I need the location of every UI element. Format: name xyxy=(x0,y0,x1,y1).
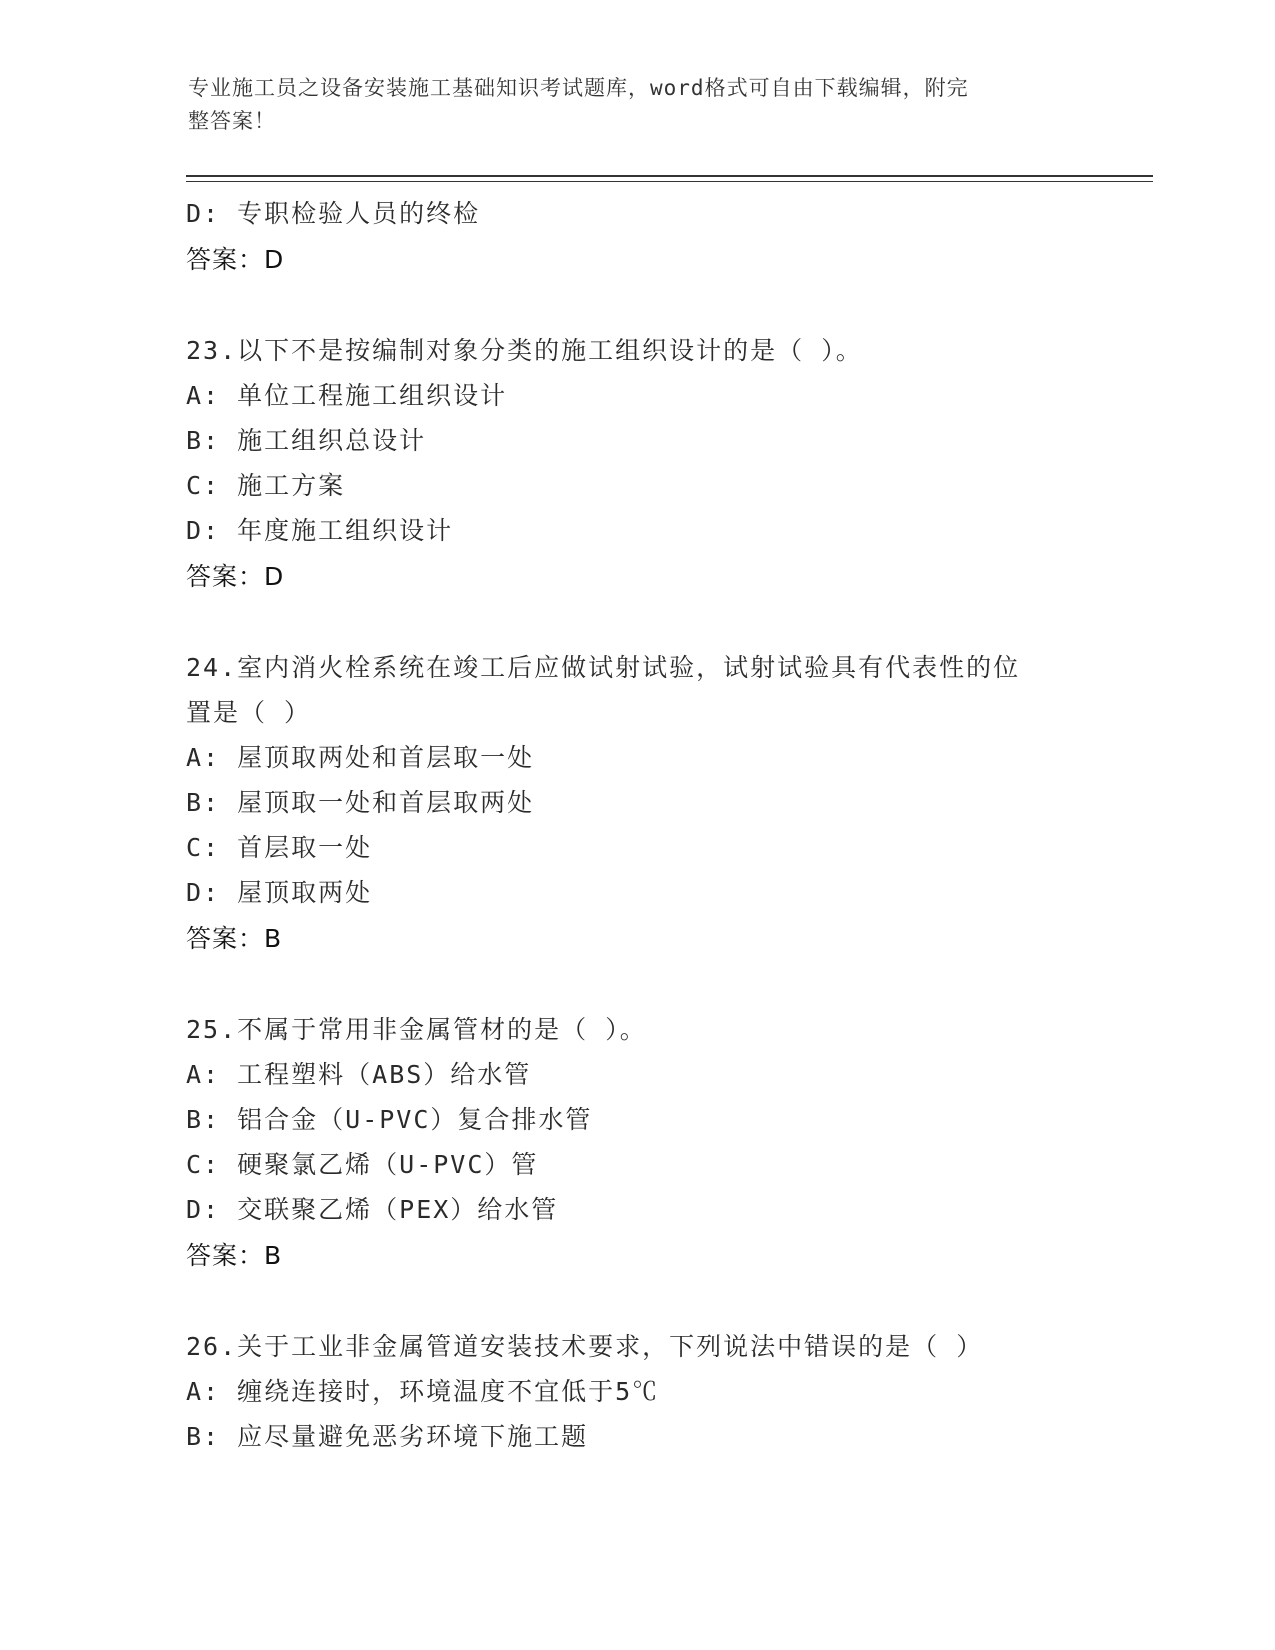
option-b: B: 铝合金（U-PVC）复合排水管 xyxy=(186,1105,593,1134)
spacer xyxy=(186,962,1086,1007)
answer: 答案：B xyxy=(186,1241,283,1270)
option-d: D: 屋顶取两处 xyxy=(186,878,373,907)
option-d: D: 专职检验人员的终检 xyxy=(186,199,481,228)
question-26 xyxy=(186,1324,1086,1459)
option-d: D: 年度施工组织设计 xyxy=(186,516,454,545)
question-stem-line-2: 置是（ ） xyxy=(186,698,312,727)
header-divider-thick xyxy=(186,175,1153,177)
option-c: C: 硬聚氯乙烯（U-PVC）管 xyxy=(186,1150,539,1179)
header-line-1: 专业施工员之设备安装施工基础知识考试题库，word格式可自由下载编辑，附完 xyxy=(188,76,969,100)
question-stem: 25.不属于常用非金属管材的是（ ）。 xyxy=(186,1015,647,1044)
document-header xyxy=(188,72,1068,138)
option-a: A: 工程塑料（ABS）给水管 xyxy=(186,1060,532,1089)
question-23 xyxy=(186,328,1086,600)
option-d: D: 交联聚乙烯（PEX）给水管 xyxy=(186,1195,559,1224)
question-stem: 23.以下不是按编制对象分类的施工组织设计的是（ ）。 xyxy=(186,336,863,365)
option-b: B: 屋顶取一处和首层取两处 xyxy=(186,788,535,817)
option-a: A: 单位工程施工组织设计 xyxy=(186,381,508,410)
question-22-tail xyxy=(186,191,1086,283)
spacer xyxy=(186,1279,1086,1324)
question-stem-line-1: 24.室内消火栓系统在竣工后应做试射试验，试射试验具有代表性的位 xyxy=(186,653,1021,682)
option-a: A: 屋顶取两处和首层取一处 xyxy=(186,743,535,772)
option-c: C: 施工方案 xyxy=(186,471,346,500)
header-line-2: 整答案！ xyxy=(188,109,276,133)
answer: 答案：D xyxy=(186,245,285,274)
question-stem: 26.关于工业非金属管道安装技术要求，下列说法中错误的是（ ） xyxy=(186,1332,984,1361)
answer: 答案：D xyxy=(186,562,285,591)
question-list xyxy=(186,191,1086,1459)
spacer xyxy=(186,600,1086,645)
option-a: A: 缠绕连接时，环境温度不宜低于5℃ xyxy=(186,1377,660,1406)
question-25 xyxy=(186,1007,1086,1279)
spacer xyxy=(186,283,1086,328)
answer: 答案：B xyxy=(186,924,283,953)
option-b: B: 施工组织总设计 xyxy=(186,426,427,455)
question-24 xyxy=(186,645,1086,962)
option-b: B: 应尽量避免恶劣环境下施工题 xyxy=(186,1422,589,1451)
header-divider-thin xyxy=(186,181,1153,182)
option-c: C: 首层取一处 xyxy=(186,833,373,862)
